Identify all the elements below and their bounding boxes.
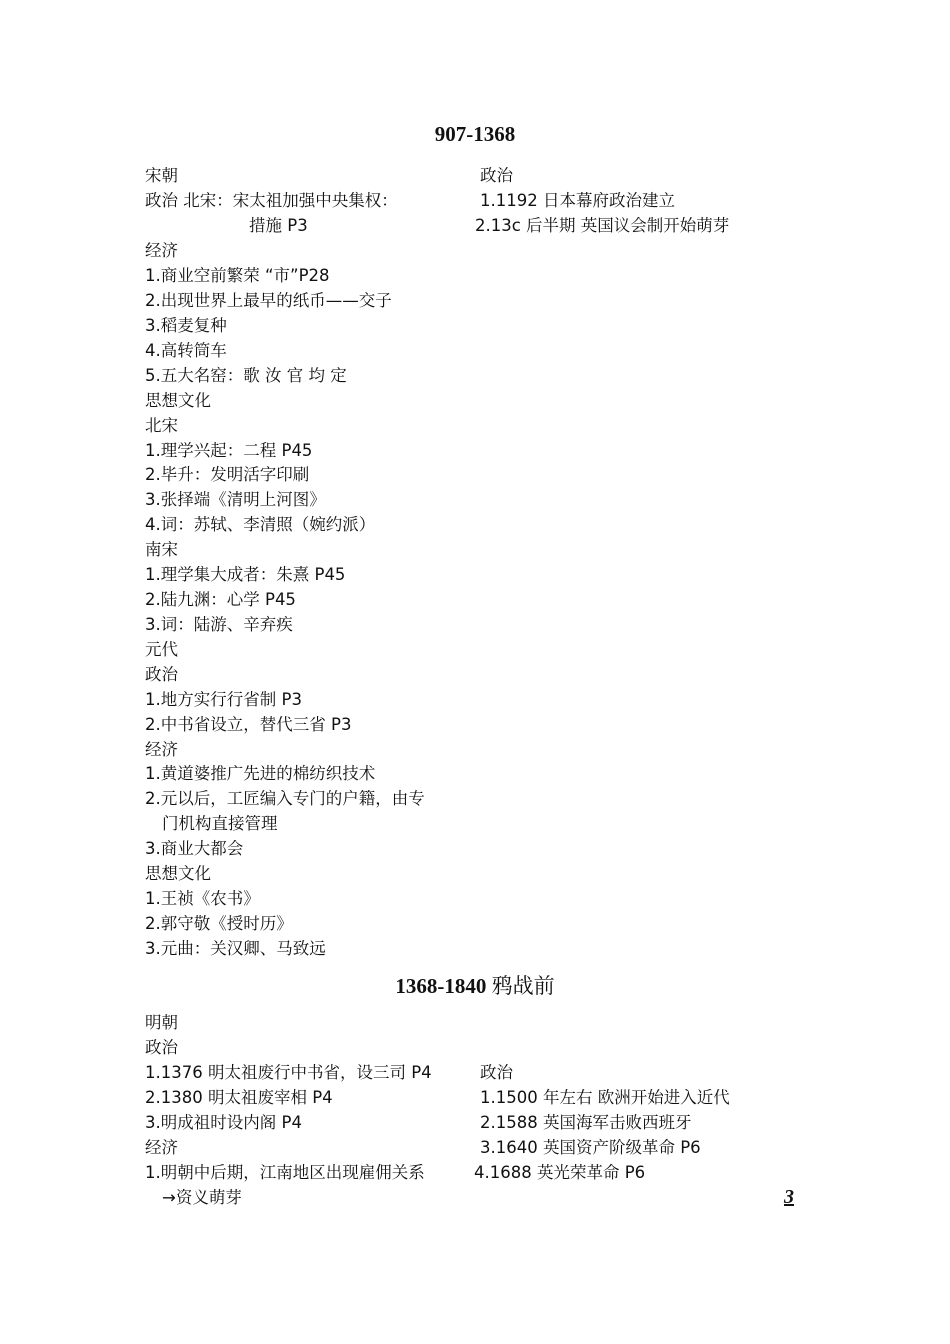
- text-line: 2.陆九渊：心学 P45: [145, 590, 296, 609]
- text-line: 南宋: [145, 540, 178, 559]
- text-line: 1.1192 日本幕府政治建立: [480, 191, 675, 210]
- text-line: 1.理学兴起：二程 P45: [145, 441, 313, 460]
- text-line: 2.13c 后半期 英国议会制开始萌芽: [475, 216, 730, 235]
- text-line: 政治: [145, 665, 178, 684]
- text-line: 4.1688 英光荣革命 P6: [474, 1163, 646, 1182]
- text-line: 北宋: [145, 416, 178, 435]
- text-line: 2.毕升：发明活字印刷: [145, 465, 310, 484]
- text-line: 宋朝: [145, 166, 178, 185]
- text-line: 3.元曲：关汉卿、马致远: [145, 939, 326, 958]
- page-number: 3: [784, 1186, 794, 1208]
- text-line: 1.黄道婆推广先进的棉纺织技术: [145, 764, 376, 783]
- text-line: 2.郭守敬《授时历》: [145, 914, 293, 933]
- text-line: 4.高转筒车: [145, 341, 227, 360]
- text-line: 3.张择端《清明上河图》: [145, 490, 326, 509]
- text-line: 2.元以后，工匠编入专门的户籍，由专: [145, 789, 425, 808]
- text-line: 经济: [145, 1138, 178, 1157]
- text-line: 政治 北宋：宋太祖加强中央集权：: [145, 191, 398, 210]
- text-line: 政治: [145, 1038, 178, 1057]
- text-line: 3.明成祖时设内阁 P4: [145, 1113, 302, 1132]
- text-line: 思想文化: [145, 391, 211, 410]
- text-line: 门机构直接管理: [162, 814, 278, 833]
- section-title-chinese: 鸦战前: [491, 974, 555, 998]
- text-line: 1.商业空前繁荣 “市”P28: [145, 266, 330, 285]
- text-line: 3.词：陆游、辛弃疾: [145, 615, 293, 634]
- text-line: 经济: [145, 740, 178, 759]
- text-line: 4.词：苏轼、李清照（婉约派）: [145, 515, 376, 534]
- section-title-1368-1840: [0, 970, 950, 1000]
- text-line: 思想文化: [145, 864, 211, 883]
- section-title-number: 1368-1840: [395, 974, 487, 998]
- text-line: 2.中书省设立，替代三省 P3: [145, 715, 352, 734]
- text-line: 1.1500 年左右 欧洲开始进入近代: [480, 1088, 730, 1107]
- text-line: 5.五大名窑：歌 汝 官 均 定: [145, 366, 347, 385]
- text-line: 元代: [145, 640, 178, 659]
- text-line: 3.1640 英国资产阶级革命 P6: [480, 1138, 701, 1157]
- text-line: 2.1380 明太祖废宰相 P4: [145, 1088, 333, 1107]
- text-line: 2.出现世界上最早的纸币——交子: [145, 291, 392, 310]
- section-title-907-1368: [0, 122, 950, 147]
- text-line: 1.理学集大成者：朱熹 P45: [145, 565, 346, 584]
- text-line: 1.地方实行行省制 P3: [145, 690, 302, 709]
- text-line: 措施 P3: [249, 216, 308, 235]
- text-line: 2.1588 英国海军击败西班牙: [480, 1113, 692, 1132]
- text-line: 经济: [145, 241, 178, 260]
- text-line: 1.1376 明太祖废行中书省，设三司 P4: [145, 1063, 432, 1082]
- text-line: →资义萌芽: [162, 1188, 242, 1207]
- text-line: 1.明朝中后期，江南地区出现雇佣关系: [145, 1163, 425, 1182]
- text-line: 3.商业大都会: [145, 839, 244, 858]
- section-title-text: 907-1368: [434, 122, 516, 146]
- text-line: 1.王祯《农书》: [145, 889, 260, 908]
- text-line: 明朝: [145, 1013, 178, 1032]
- text-line: 3.稻麦复种: [145, 316, 227, 335]
- text-line: 政治: [480, 166, 513, 185]
- text-line: 政治: [480, 1063, 513, 1082]
